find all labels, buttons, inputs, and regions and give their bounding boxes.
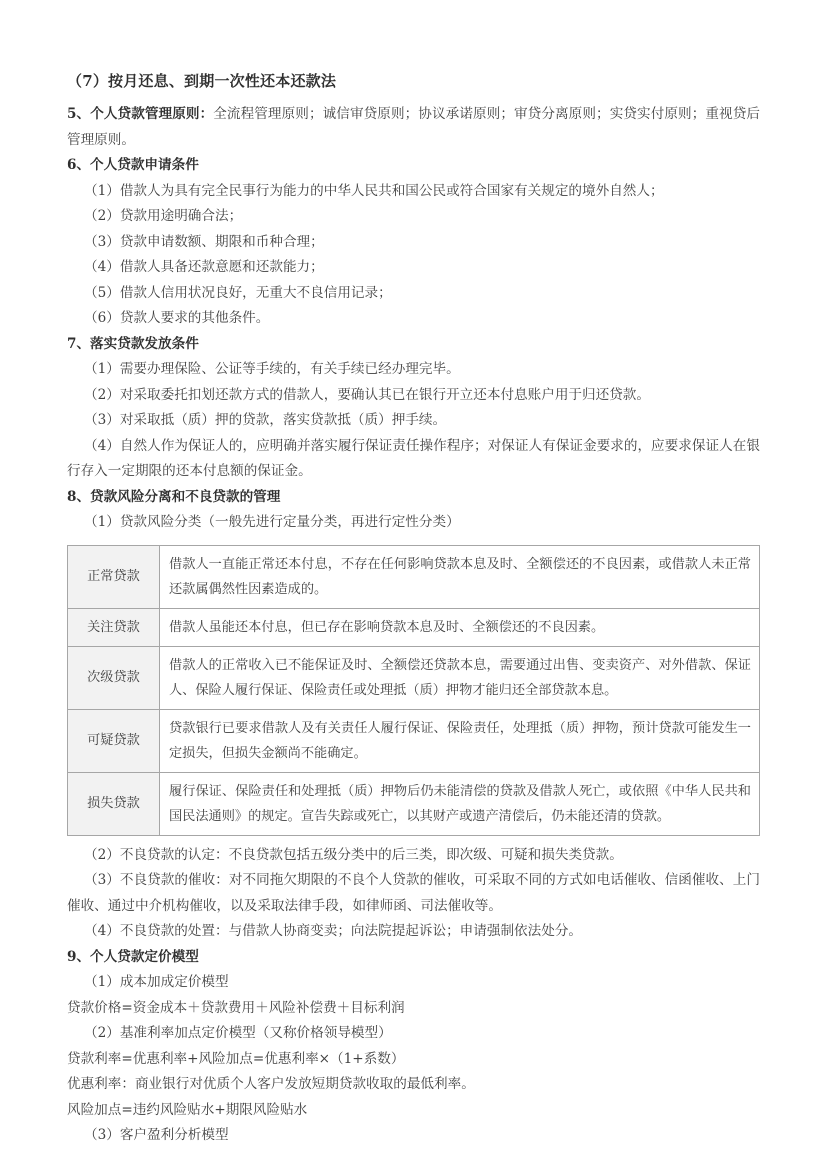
section-9-formula-price-leadership: 贷款利率=优惠利率+风险加点=优惠利率×（1+系数）	[67, 1050, 405, 1067]
page-title: （7）按月还息、到期一次性还本还款法	[67, 72, 337, 90]
table-row	[68, 772, 760, 835]
risk-description-substandard: 借款人的正常收入已不能保证及时、全额偿还贷款本息，需要通过出售、变卖资产、对外借款、保证人、保险人履行保证、保险责任或处理抵（质）押物才能归还全部贷款本息。	[160, 646, 760, 709]
section-7-item-3: （3）对采取抵（质）押的贷款，落实贷款抵（质）押手续。	[84, 412, 447, 428]
section-6-item-3: （3）贷款申请数额、期限和币种合理；	[84, 233, 324, 250]
risk-description-normal: 借款人一直能正常还本付息，不存在任何影响贷款本息及时、全额偿还的不良因素，或借款人未正常还款属偶然性因素造成的。	[160, 545, 760, 608]
section-6-item-1: （1）借款人为具有完全民事行为能力的中华人民共和国公民或符合国家有关规定的境外自然人；	[84, 182, 664, 199]
section-8-item-4: （4）不良贷款的处置：与借款人协商变卖；向法院提起诉讼；申请强制依法处分。	[84, 923, 583, 939]
section-8-item-1: （1）贷款风险分类（一般先进行定量分类，再进行定性分类）	[84, 514, 460, 530]
section-6-heading: 6、个人贷款申请条件	[67, 157, 199, 173]
section-8-heading: 8、贷款风险分离和不良贷款的管理	[67, 488, 281, 505]
section-9-item-3: （3）客户盈利分析模型	[84, 1127, 229, 1143]
section-9-item-1: （1）成本加成定价模型	[84, 974, 229, 990]
table-row	[68, 709, 760, 772]
section-9-formula-risk-premium: 风险加点=违约风险贴水+期限风险贴水	[67, 1101, 308, 1118]
risk-category-loss: 损失贷款	[68, 772, 160, 835]
risk-description-attention: 借款人虽能还本付息，但已存在影响贷款本息及时、全额偿还的不良因素。	[160, 608, 760, 646]
section-8-item-3: （3）不良贷款的催收：对不同拖欠期限的不良个人贷款的催收，可采取不同的方式如电话催收、信函催收、上门催收、通过中介机构催收，以及采取法律手段，如律师函、司法催收等。	[67, 872, 760, 914]
risk-category-attention: 关注贷款	[68, 608, 160, 646]
section-6-item-5: （5）借款人信用状况良好，无重大不良信用记录；	[84, 284, 392, 301]
section-9-prime-rate-definition: 优惠利率：商业银行对优质个人客户发放短期贷款收取的最低利率。	[67, 1076, 475, 1092]
risk-category-substandard: 次级贷款	[68, 646, 160, 709]
section-5-principles	[67, 102, 760, 153]
table-row	[68, 646, 760, 709]
risk-description-loss: 履行保证、保险责任和处理抵（质）押物后仍未能清偿的贷款及借款人死亡，或依照《中华人民共和国民法通则》的规定。宣告失踪或死亡，以其财产或遗产清偿后，仍未能还清的贷款。	[160, 772, 760, 835]
table-row	[68, 545, 760, 608]
section-9-heading: 9、个人贷款定价模型	[67, 948, 199, 965]
loan-risk-classification-table	[67, 545, 760, 836]
section-9-item-2: （2）基准利率加点定价模型（又称价格领导模型）	[84, 1025, 392, 1041]
section-6-item-6: （6）贷款人要求的其他条件。	[84, 310, 270, 326]
section-6-item-4: （4）借款人具备还款意愿和还款能力；	[84, 259, 324, 275]
section-9-formula-cost-plus: 贷款价格=资金成本＋贷款费用＋风险补偿费＋目标利润	[67, 999, 405, 1016]
table-row	[68, 608, 760, 646]
section-7-heading: 7、落实贷款发放条件	[67, 335, 199, 352]
section-5-body: 全流程管理原则；诚信审贷原则；协议承诺原则；审贷分离原则；实贷实付原则；重视贷后管理原则。	[67, 106, 760, 148]
section-8-item-2: （2）不良贷款的认定：不良贷款包括五级分类中的后三类，即次级、可疑和损失类贷款。	[84, 846, 623, 863]
risk-description-doubtful: 贷款银行已要求借款人及有关责任人履行保证、保险责任，处理抵（质）押物，预计贷款可能发生一定损失，但损失金额尚不能确定。	[160, 709, 760, 772]
section-5-heading: 5、个人贷款管理原则：	[67, 106, 214, 122]
risk-category-normal: 正常贷款	[68, 545, 160, 608]
section-7-item-4: （4）自然人作为保证人的，应明确并落实履行保证责任操作程序；对保证人有保证金要求的，应要求保证人在银行存入一定期限的还本付息额的保证金。	[67, 437, 760, 479]
section-6-item-2: （2）贷款用途明确合法；	[84, 208, 243, 224]
section-7-item-1: （1）需要办理保险、公证等手续的，有关手续已经办理完毕。	[84, 361, 460, 377]
risk-category-doubtful: 可疑贷款	[68, 709, 160, 772]
section-7-item-2: （2）对采取委托扣划还款方式的借款人，要确认其已在银行开立还本付息账户用于归还贷款。	[84, 386, 650, 403]
